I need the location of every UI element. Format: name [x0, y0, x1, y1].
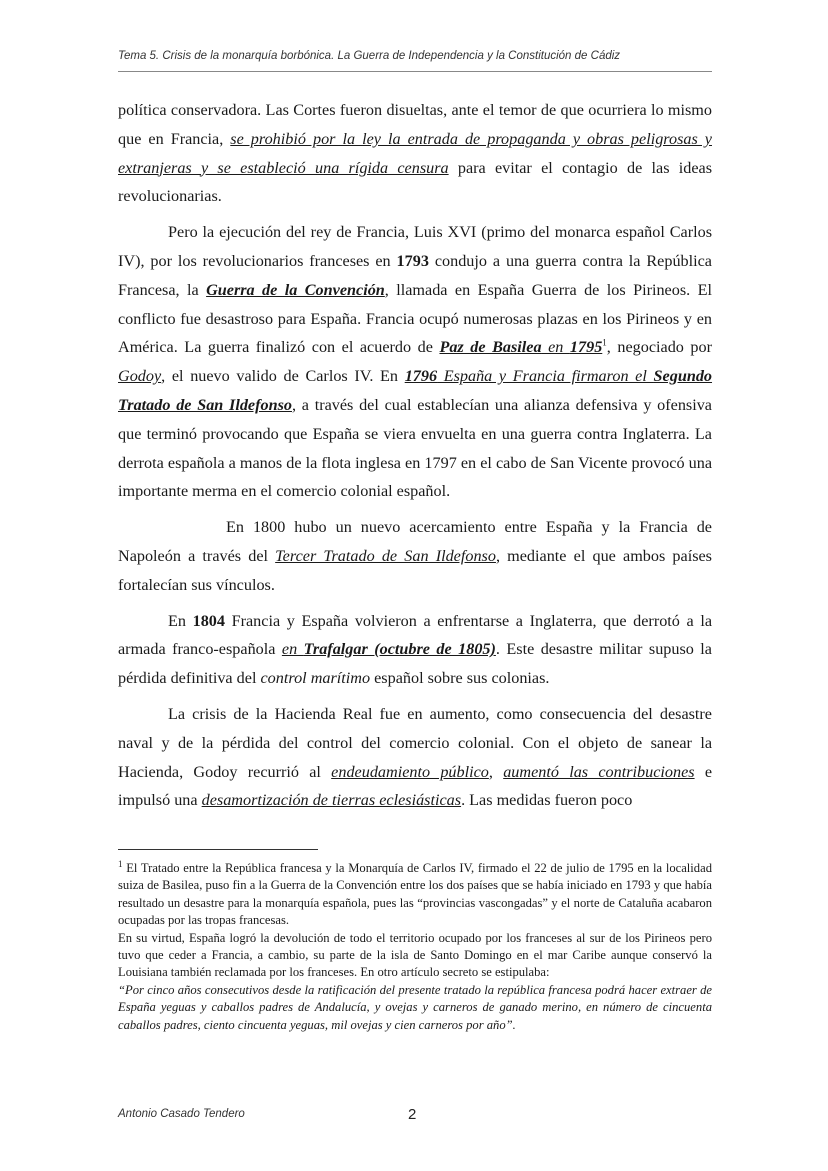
text-span: , mediante el que ambos países fortalecían sus vínculos. [118, 546, 712, 594]
control-maritimo-term: control marítimo [260, 669, 371, 688]
text-span: El Tratado entre la República francesa y la Monarquía de Carlos IV, firmado el 22 de julio de 1795 en la localidad suiza de Basilea, puso fin a la Guerra de la Convención entre los dos países que se había iniciado en 1793 y que había resultado un desastre para la monarquía española, pues las “provincias vascongadas” y el norte de Cataluña acabaron ocupadas por las tropas francesas. [118, 861, 712, 928]
text-span: Francia y España volvieron a enfrentarse a Inglaterra, que derrotó a la armada franco-española [118, 611, 713, 659]
text-span: condujo a una guerra contra la República Francesa, la [118, 251, 712, 299]
paragraph-5 [118, 700, 712, 815]
text-span: En 1800 hubo un nuevo acercamiento entre España y la Francia de Napoleón a través del [118, 518, 712, 565]
footnote-paragraph-2 [118, 930, 712, 982]
text-span: , el nuevo valido de Carlos IV. En [161, 367, 405, 386]
desamortizacion-term: desamortización de tierras eclesiásticas [201, 791, 462, 810]
segundo-tratado-term: Segundo Tratado de San Ildefonso [118, 367, 713, 414]
tercer-tratado-term: Tercer Tratado de San Ildefonso [275, 546, 496, 565]
text-span: español sobre sus colonias. [370, 669, 550, 688]
text-span: En [168, 611, 193, 630]
page-header-title: Tema 5. Crisis de la monarquía borbónica. La Guerra de Independencia y la Constitución de Cádiz [118, 50, 621, 62]
text-span: , [488, 762, 504, 781]
footnote-paragraph-1 [118, 860, 712, 930]
text-span: e impulsó una [118, 762, 713, 810]
underlined-phrase: se prohibió por la ley la entrada de propaganda y obras peligrosas y extranjeras y se estableció una rígida censura [118, 129, 712, 177]
contribuciones-term: aumentó las contribuciones [503, 762, 695, 781]
paragraph-1 [118, 96, 712, 211]
footnote-reference: 1 [602, 337, 607, 348]
text-span: La crisis de la Hacienda Real fue en aumento, como consecuencia del desastre naval y de la pérdida del control del comercio colonial. Con el objeto de sanear la Hacienda, Godoy recurrió al [118, 704, 712, 781]
paz-basilea-term: Paz de Basilea [439, 338, 542, 357]
footer-author: Antonio Casado Tendero [118, 1108, 245, 1120]
main-text [118, 96, 712, 822]
paragraph-4 [118, 607, 712, 693]
text-span: , a través del cual establecían una alianza defensiva y ofensiva que terminó provocando que España se viera envuelta en una guerra contra Inglaterra. La derrota española a manos de la flota inglesa en 1797 en el cabo de San Vicente provocó una importante merma en el comercio colonial español. [118, 395, 712, 501]
page-number: 2 [408, 1106, 417, 1123]
footnote-quote: “Por cinco años consecutivos desde la ratificación del presente tratado la república francesa podrá hacer extraer de España yeguas y caballos padres de Andalucía, y ovejas y carneros de ganado merino, en número de cincuenta caballos padres, ciento cincuenta yeguas, mil ovejas y cien carneros por año”. [118, 982, 712, 1032]
text-span: para evitar el contagio de las ideas revolucionarias. [118, 158, 712, 206]
header-rule [118, 71, 712, 72]
footnote [118, 860, 712, 1034]
underlined-phrase: España y Francia firmaron el [437, 367, 654, 386]
trafalgar-term: Trafalgar (octubre de 1805) [303, 640, 496, 659]
year-1795: 1795 [569, 338, 603, 357]
year-1804: 1804 [192, 611, 225, 630]
text-span: En su virtud, España logró la devolución de todo el territorio ocupado por los franceses al sur de los Pirineos pero tuvo que ceder a Francia, a cambio, su parte de la isla de Santo Domingo en el mar Caribe aunque conservó la Louisiana también reclamada por los franceses. En otro artículo secreto se estipulaba: [118, 930, 712, 980]
footnote-mark: 1 [118, 858, 123, 869]
text-span: política conservadora. Las Cortes fueron disueltas, ante el temor de que ocurriera lo mismo que en Francia, [118, 101, 712, 148]
text-span: Pero la ejecución del rey de Francia, Luis XVI (primo del monarca español Carlos IV), por los revolucionarios franceses en [118, 223, 712, 270]
text-span: . Las medidas fueron poco [461, 791, 633, 810]
godoy-term: Godoy [118, 367, 162, 386]
paragraph-2 [118, 218, 712, 506]
text-span: , negociado por [606, 338, 712, 357]
text-span: . Este desastre militar supuso la pérdida definitiva del [118, 640, 712, 688]
text-span: , llamada en España Guerra de los Pirineos. El conflicto fue desastroso para España. Francia ocupó numerosas plazas en los Pirineos y en América. La guerra finalizó con el acuerdo de [118, 280, 712, 357]
underlined-phrase: en [281, 640, 304, 659]
endeudamiento-term: endeudamiento público [331, 762, 489, 781]
year-1793: 1793 [396, 251, 429, 270]
guerra-convencion-term: Guerra de la Convención [206, 280, 385, 299]
text-span: en [541, 338, 570, 357]
year-1796: 1796 [404, 367, 438, 386]
footnote-separator [118, 849, 318, 850]
paragraph-3 [118, 513, 712, 599]
